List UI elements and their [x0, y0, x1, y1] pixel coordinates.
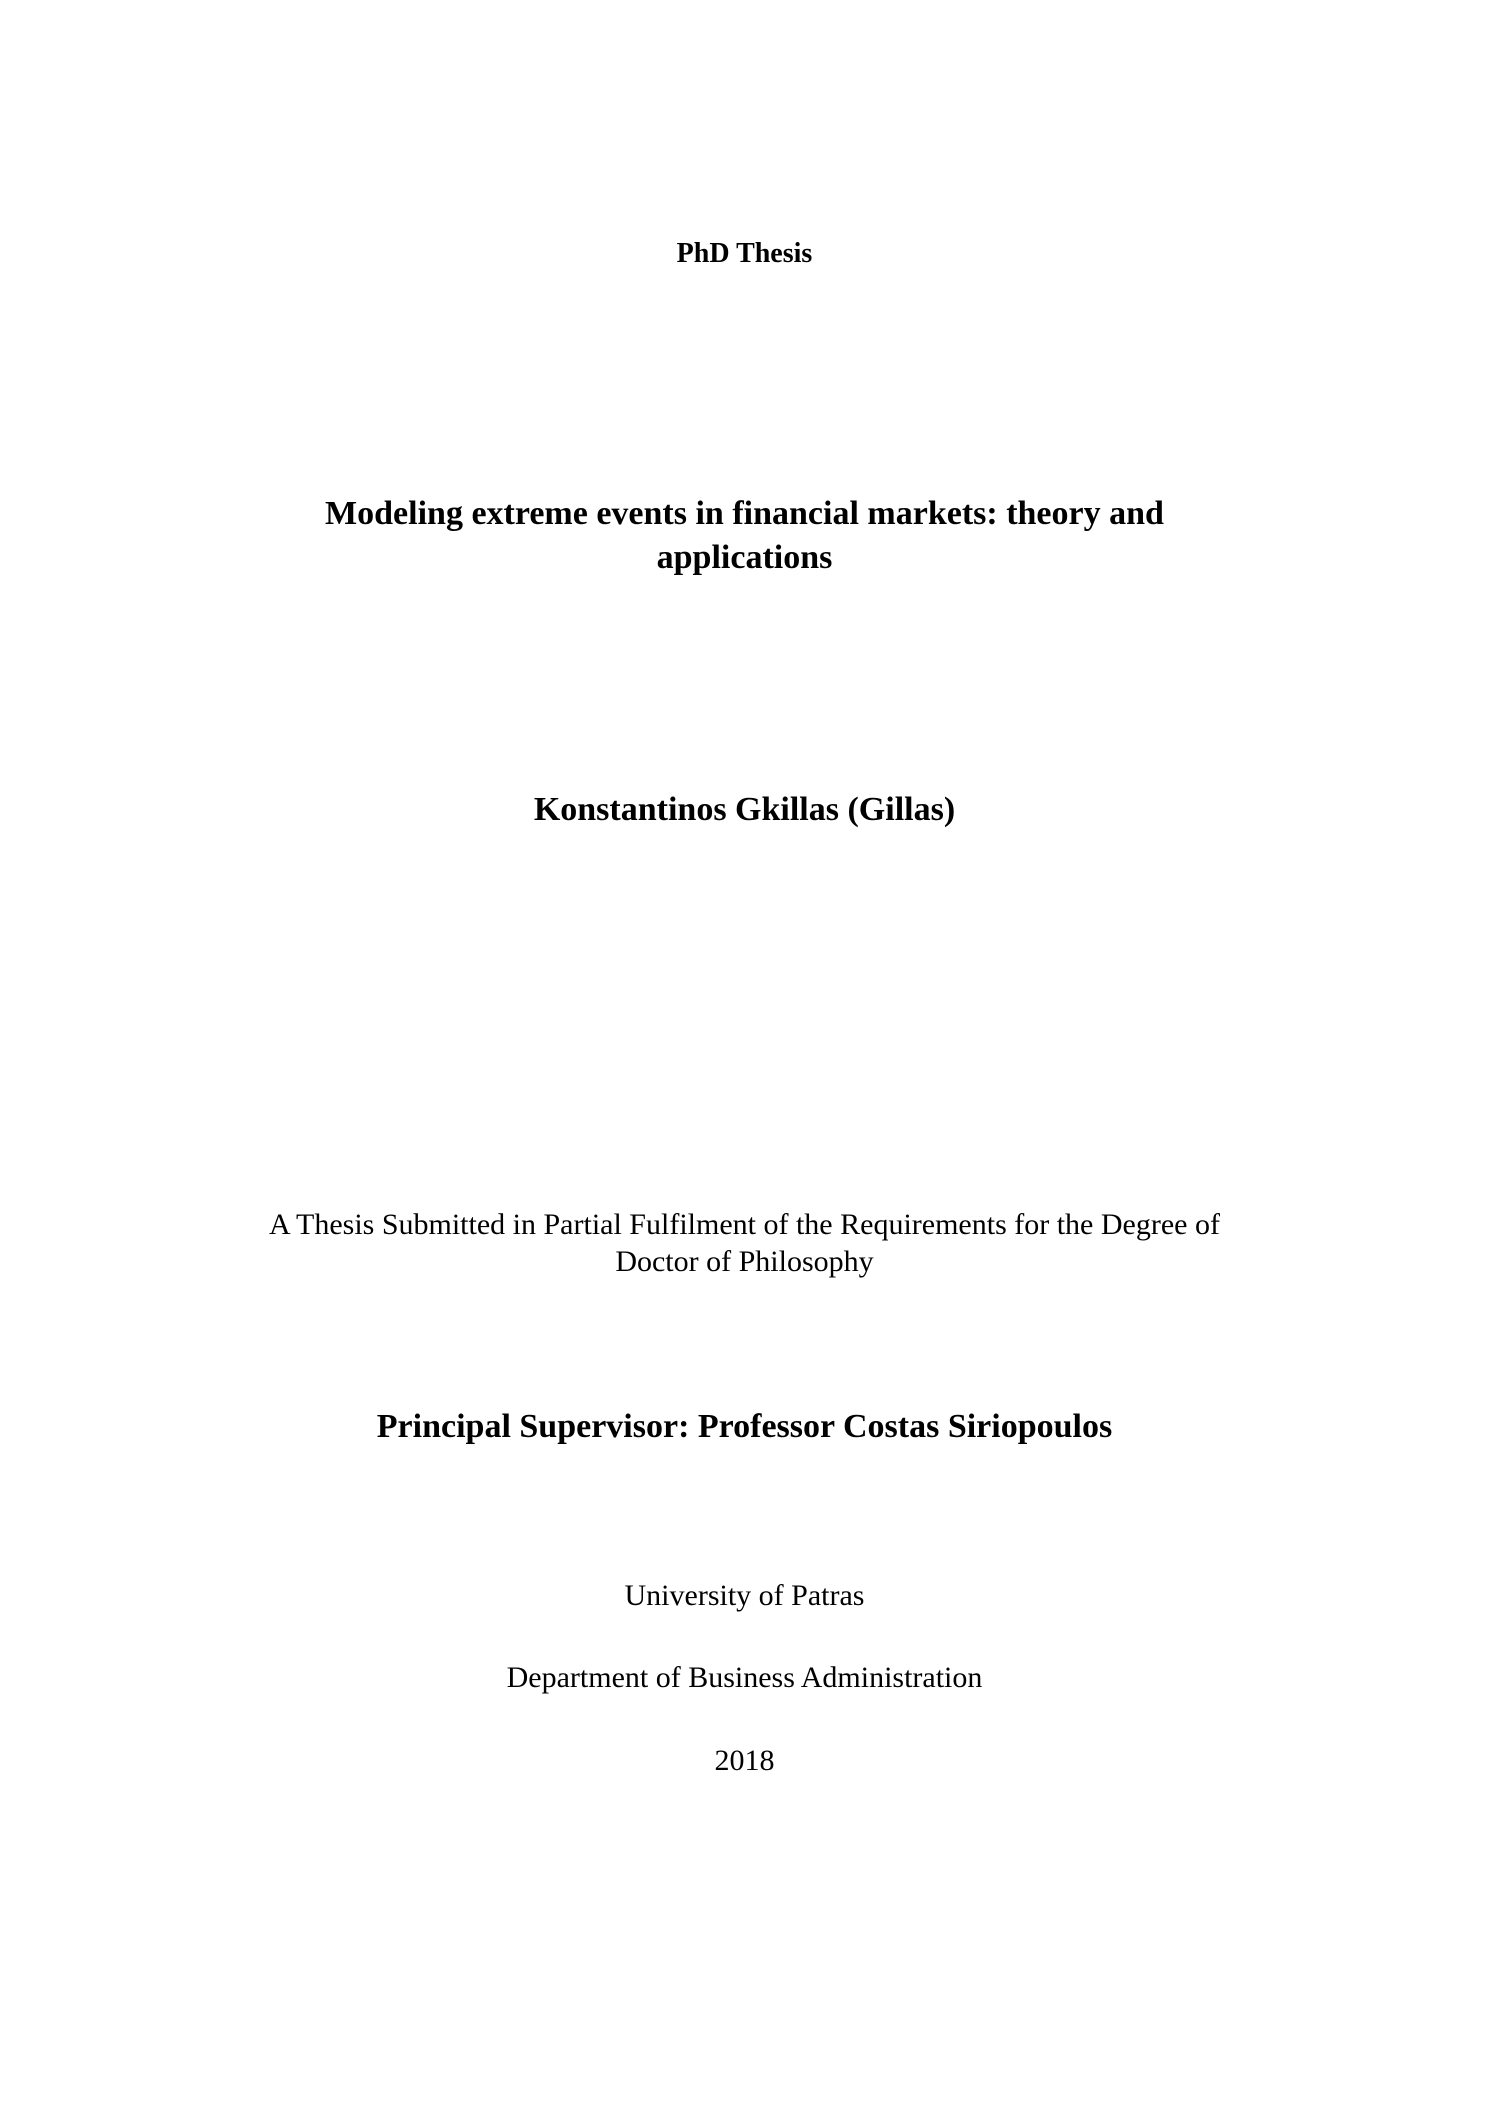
- department-name: Department of Business Administration: [506, 1661, 983, 1694]
- principal-supervisor: Principal Supervisor: Professor Costas Siriopoulos: [376, 1408, 1113, 1445]
- thesis-title-line-1: Modeling extreme events in financial markets: theory and: [325, 495, 1164, 532]
- author-name: Konstantinos Gkillas (Gillas): [533, 791, 956, 828]
- degree-statement-line-1: A Thesis Submitted in Partial Fulfilment of the Requirements for the Degree of: [269, 1208, 1220, 1241]
- thesis-title: [0, 492, 1489, 580]
- degree-statement-line-2: Doctor of Philosophy: [615, 1245, 874, 1278]
- thesis-title-line-2: applications: [656, 539, 833, 576]
- document-type: PhD Thesis: [676, 238, 813, 269]
- submission-year: 2018: [714, 1744, 775, 1777]
- degree-statement: [0, 1206, 1489, 1280]
- university-name: University of Patras: [624, 1579, 865, 1612]
